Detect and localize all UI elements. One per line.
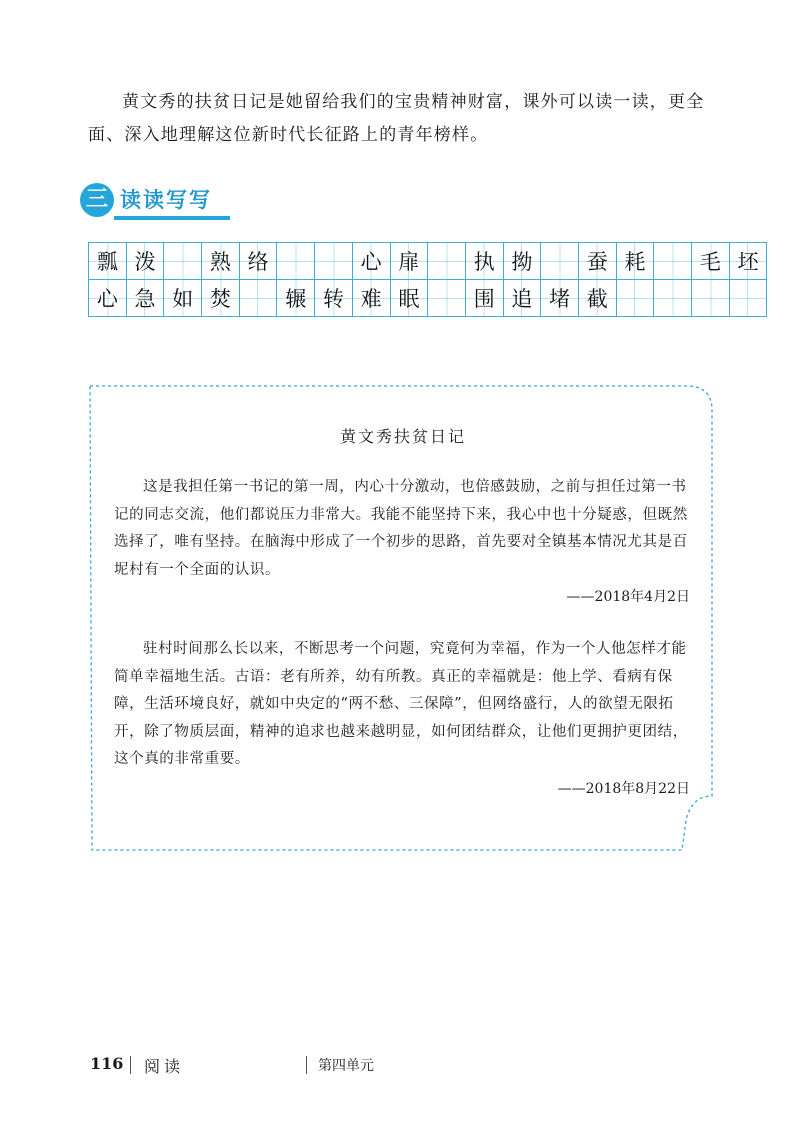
grid-cell: 泼	[126, 243, 164, 280]
footer-divider	[130, 1056, 131, 1074]
intro-paragraph: 黄文秀的扶贫日记是她留给我们的宝贵精神财富，课外可以读一读，更全面、深入地理解这位新时代长征路上的青年榜样。	[88, 92, 705, 145]
grid-cell	[428, 280, 466, 317]
grid-row	[89, 280, 767, 317]
grid-cell: 心	[352, 243, 390, 280]
page-footer	[0, 1054, 800, 1078]
grid-cell	[654, 243, 692, 280]
diary-box	[86, 380, 720, 854]
grid-cell: 眠	[390, 280, 428, 317]
section-underline	[114, 216, 230, 220]
grid-cell	[428, 243, 466, 280]
grid-cell	[164, 243, 202, 280]
grid-cell	[277, 243, 315, 280]
grid-cell: 耗	[616, 243, 654, 280]
grid-cell: 拗	[503, 243, 541, 280]
grid-cell: 如	[164, 280, 202, 317]
footer-unit-name: 第四单元	[318, 1058, 374, 1074]
grid-cell: 急	[126, 280, 164, 317]
grid-cell: 辗	[277, 280, 315, 317]
diary-entry-date: ——2018年4月2日	[566, 589, 690, 605]
grid-cell: 转	[315, 280, 353, 317]
grid-cell	[239, 280, 277, 317]
section-title: 读读写写	[120, 188, 212, 212]
grid-cell: 执	[465, 243, 503, 280]
section-number-badge: 三	[80, 183, 114, 217]
footer-section-name: 阅读	[144, 1057, 185, 1076]
grid-cell: 堵	[541, 280, 579, 317]
grid-cell	[315, 243, 353, 280]
grid-cell	[541, 243, 579, 280]
section-header	[80, 183, 230, 223]
diary-entry-date: ——2018年8月22日	[557, 781, 690, 797]
grid-cell: 难	[352, 280, 390, 317]
diary-entry-text: 这是我担任第一书记的第一周，内心十分激动，也倍感鼓励，之前与担任过第一书记的同志交流，他们都说压力非常大。我能不能坚持下来，我心中也十分疑惑，但既然选择了，唯有坚持。在脑海中形成了一个初步的思路，首先要对全镇基本情况尤其是百坭村有一个全面的认识。	[114, 479, 688, 578]
grid-cell	[729, 280, 767, 317]
grid-row	[89, 243, 767, 280]
grid-cell: 熟	[202, 243, 240, 280]
diary-entry-text: 驻村时间那么长以来，不断思考一个问题，究竟何为幸福，作为一个人他怎样才能简单幸福地生活。古语：老有所养，幼有所教。真正的幸福就是：他上学、看病有保障，生活环境良好，就如中央定的“两不愁、三保障”，但网络盛行，人的欲望无限拓开，除了物质层面，精神的追求也越来越明显，如何团结群众，让他们更拥护更团结，这个真的非常重要。	[114, 641, 688, 767]
page-number: 116	[90, 1054, 124, 1073]
footer-divider	[306, 1056, 307, 1074]
grid-cell: 络	[239, 243, 277, 280]
grid-cell	[654, 280, 692, 317]
grid-cell: 截	[578, 280, 616, 317]
grid-cell: 蚕	[578, 243, 616, 280]
diary-title: 黄文秀扶贫日记	[339, 427, 466, 446]
grid-cell: 坯	[729, 243, 767, 280]
character-grid	[88, 242, 767, 317]
grid-cell: 追	[503, 280, 541, 317]
grid-cell	[692, 280, 730, 317]
grid-cell: 心	[89, 280, 127, 317]
grid-cell: 焚	[202, 280, 240, 317]
grid-cell: 扉	[390, 243, 428, 280]
grid-cell: 毛	[692, 243, 730, 280]
grid-cell	[616, 280, 654, 317]
grid-cell: 围	[465, 280, 503, 317]
grid-cell: 瓢	[89, 243, 127, 280]
